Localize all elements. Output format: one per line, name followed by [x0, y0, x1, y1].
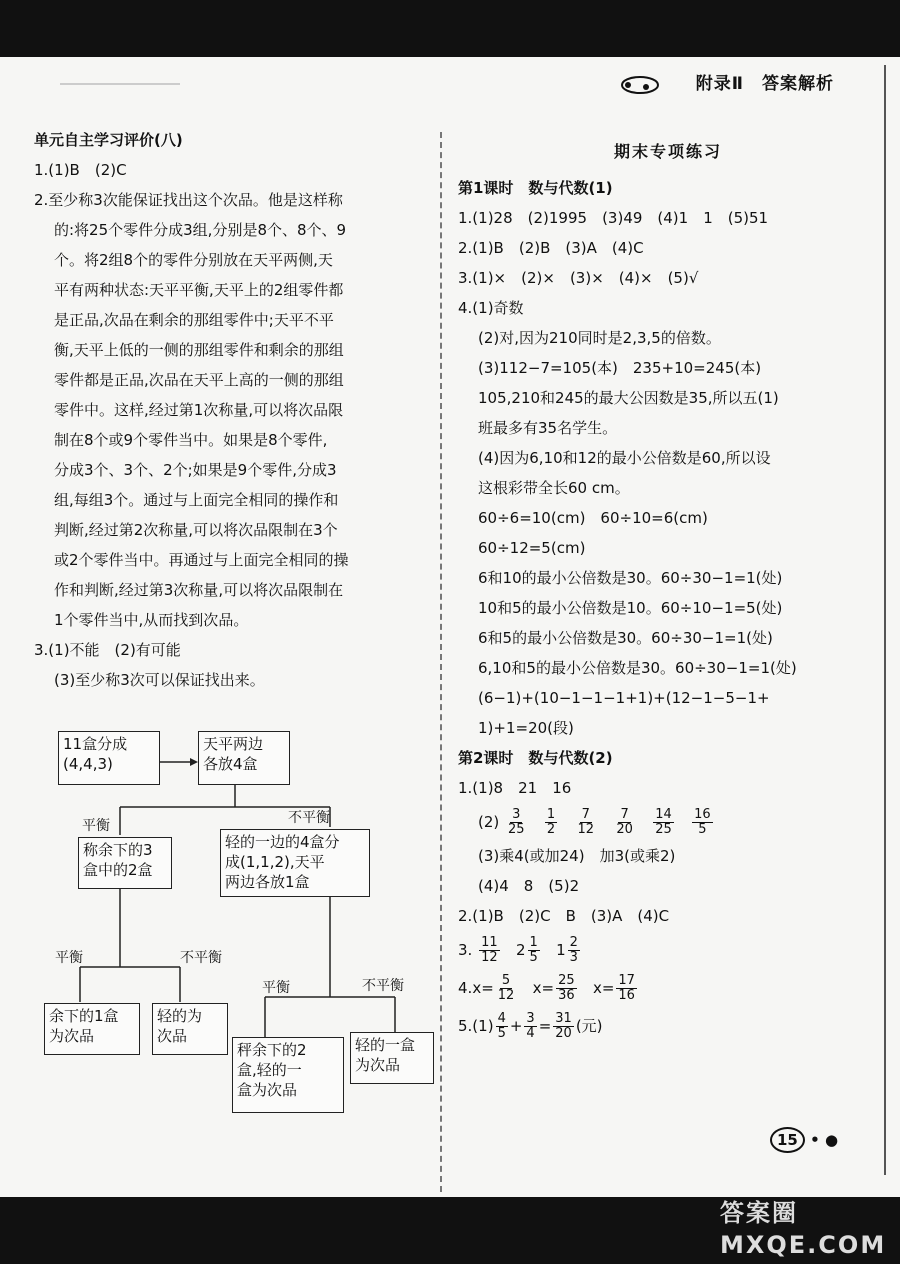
plus-sign: + [509, 1017, 523, 1035]
left-column [34, 125, 434, 695]
fraction: $\frac{1}{5}$ [529, 935, 538, 965]
fraction: $\frac{5}{12}$ [497, 973, 515, 1003]
fraction-row-prefix: (2) [478, 813, 500, 831]
answer-line: (2)对,因为210同时是2,3,5的倍数。 [478, 329, 721, 347]
answer-line: 10和5的最小公倍数是10。60÷10−1=5(处) [478, 599, 783, 617]
whole-number: 2 [515, 941, 526, 959]
page-edge-rule [884, 65, 886, 1175]
fraction: $\frac{2}{3}$ [569, 935, 578, 965]
answer-line: 2.(1)B (2)B (3)A (4)C [458, 239, 644, 257]
left-line: 1.(1)B (2)C [34, 161, 127, 179]
flow-box-result-light: 轻的为 次品 [152, 1003, 228, 1055]
answer-3-prefix: 3. [458, 941, 473, 959]
page-number [770, 1127, 838, 1153]
left-line: 组,每组3个。通过与上面完全相同的操作和 [54, 491, 339, 509]
answer-line: 1.(1)8 21 16 [458, 779, 572, 797]
fraction: $\frac{1}{2}$ [546, 807, 556, 837]
left-line: 零件都是正品,次品在天平上高的一侧的那组 [54, 371, 344, 389]
answer-line: 1.(1)28 (2)1995 (3)49 (4)1 1 (5)51 [458, 209, 769, 227]
var-x: x= [472, 979, 494, 997]
flow-label-unbalance: 不平衡 [288, 810, 330, 826]
left-line: 制在8个或9个零件当中。如果是8个零件, [54, 431, 328, 449]
flow-label-balance: 平衡 [55, 950, 83, 966]
flow-label-unbalance: 不平衡 [180, 950, 222, 966]
left-line: 零件中。这样,经过第1次称量,可以将次品限 [54, 401, 344, 419]
flow-box-split-light: 轻的一边的4盒分 成(1,1,2),天平 两边各放1盒 [220, 829, 370, 897]
left-section-title: 单元自主学习评价(八) [34, 131, 183, 149]
fraction: $\frac{3}{4}$ [526, 1011, 535, 1041]
header-title: 答案解析 [762, 74, 834, 94]
fraction: $\frac{3}{25}$ [508, 807, 525, 837]
answer-line: 2.(1)B (2)C B (3)A (4)C [458, 907, 670, 925]
answer-line: (3)乘4(或加24) 加3(或乘2) [478, 847, 676, 865]
answer-3-row [458, 931, 878, 969]
answer-line: 60÷6=10(cm) 60÷10=6(cm) [478, 509, 708, 527]
left-line: (3)至少称3次可以保证找出来。 [54, 671, 265, 689]
fraction-row [458, 803, 878, 841]
left-line: 判断,经过第2次称量,可以将次品限制在3个 [54, 521, 338, 539]
fraction: $\frac{25}{36}$ [558, 973, 575, 1003]
fraction: $\frac{4}{5}$ [497, 1011, 506, 1041]
left-line: 的:将25个零件分成3组,分别是8个、8个、9 [54, 221, 347, 239]
answer-line: 1)+1=20(段) [478, 719, 574, 737]
answer-5-row [458, 1007, 878, 1045]
answer-5-prefix: 5.(1) [458, 1017, 494, 1035]
left-line: 2.至少称3次能保证找出这个次品。他是这样称 [34, 191, 343, 209]
answer-line: 4.(1)奇数 [458, 299, 524, 317]
answer-line: (4)4 8 (5)2 [478, 877, 580, 895]
left-line: 或2个零件当中。再通过与上面完全相同的操 [54, 551, 349, 569]
fraction: $\frac{14}{25}$ [655, 807, 672, 837]
flow-label-balance: 平衡 [262, 980, 290, 996]
right-section-title: 期末专项练习 [613, 142, 722, 161]
left-line: 3.(1)不能 (2)有可能 [34, 641, 181, 659]
mascot-icon [618, 71, 662, 95]
fraction: $\frac{17}{16}$ [618, 973, 635, 1003]
column-divider [440, 132, 442, 1192]
lesson-2-title: 第2课时 数与代数(2) [458, 749, 613, 767]
answer-line: 这根彩带全长60 cm。 [478, 479, 630, 497]
fraction: $\frac{7}{20}$ [616, 807, 633, 837]
answer-line: 班最多有35名学生。 [478, 419, 618, 437]
flow-box-weigh-remaining: 称余下的3 盒中的2盒 [78, 837, 172, 889]
flow-box-weigh-4: 天平两边 各放4盒 [198, 731, 290, 785]
lesson-1-title: 第1课时 数与代数(1) [458, 179, 613, 197]
document-page [0, 57, 900, 1197]
left-line: 个。将2组8个的零件分别放在天平两侧,天 [54, 251, 333, 269]
equals-sign: = [538, 1017, 552, 1035]
flow-label-balance: 平衡 [82, 818, 110, 834]
left-line: 是正品,次品在剩余的那组零件中;天平不平 [54, 311, 334, 329]
answer-4-row [458, 969, 878, 1007]
dot-icon: • [810, 1131, 820, 1149]
flow-box-split: 11盒分成 (4,4,3) [58, 731, 160, 785]
answer-line: 6和10的最小公倍数是30。60÷30−1=1(处) [478, 569, 783, 587]
answer-line: (3)112−7=105(本) 235+10=245(本) [478, 359, 762, 377]
flow-label-unbalance: 不平衡 [362, 978, 404, 994]
unit-label: (元) [575, 1017, 603, 1035]
flow-box-result-remaining: 余下的1盒 为次品 [44, 1003, 140, 1055]
answer-line: 3.(1)× (2)× (3)× (4)× (5)√ [458, 269, 699, 287]
answer-line: (4)因为6,10和12的最小公倍数是60,所以设 [478, 449, 771, 467]
bottom-border [0, 1197, 900, 1264]
var-x: x= [532, 979, 555, 997]
answer-line: 6,10和5的最小公倍数是30。60÷30−1=1(处) [478, 659, 797, 677]
fraction: $\frac{16}{5}$ [694, 807, 711, 837]
page-header [696, 69, 834, 94]
fraction: $\frac{7}{12}$ [577, 807, 595, 837]
answer-line: 60÷12=5(cm) [478, 539, 586, 557]
appendix-label: 附录Ⅱ [695, 74, 744, 94]
fraction: $\frac{31}{20}$ [555, 1011, 572, 1041]
left-line: 分成3个、3个、2个;如果是9个零件,分成3 [54, 461, 337, 479]
fraction: $\frac{11}{12}$ [481, 935, 498, 965]
left-line: 平有两种状态:天平平衡,天平上的2组零件都 [54, 281, 344, 299]
left-line: 衡,天平上低的一侧的那组零件和剩余的那组 [54, 341, 344, 359]
left-line: 1个零件当中,从而找到次品。 [54, 611, 249, 629]
flow-box-weigh-last: 秤余下的2 盒,轻的一 盒为次品 [232, 1037, 344, 1113]
var-x: x= [592, 979, 615, 997]
answer-line: (6−1)+(10−1−1−1+1)+(12−1−5−1+ [478, 689, 770, 707]
whole-number: 1 [556, 941, 566, 959]
filled-circle-icon: ● [824, 1131, 839, 1149]
right-column [458, 137, 878, 1045]
header-rule [60, 83, 180, 85]
watermark-text: 答案圈 MXQE.COM [720, 1199, 887, 1259]
answer-4-prefix: 4. [458, 979, 473, 997]
answer-line: 105,210和245的最大公因数是35,所以五(1) [478, 389, 779, 407]
left-line: 作和判断,经过第3次称量,可以将次品限制在 [54, 581, 344, 599]
answer-line: 6和5的最小公倍数是30。60÷30−1=1(处) [478, 629, 773, 647]
top-border [0, 0, 900, 57]
flow-box-result-final: 轻的一盒 为次品 [350, 1032, 434, 1084]
page-number-value: 15 [770, 1127, 805, 1153]
